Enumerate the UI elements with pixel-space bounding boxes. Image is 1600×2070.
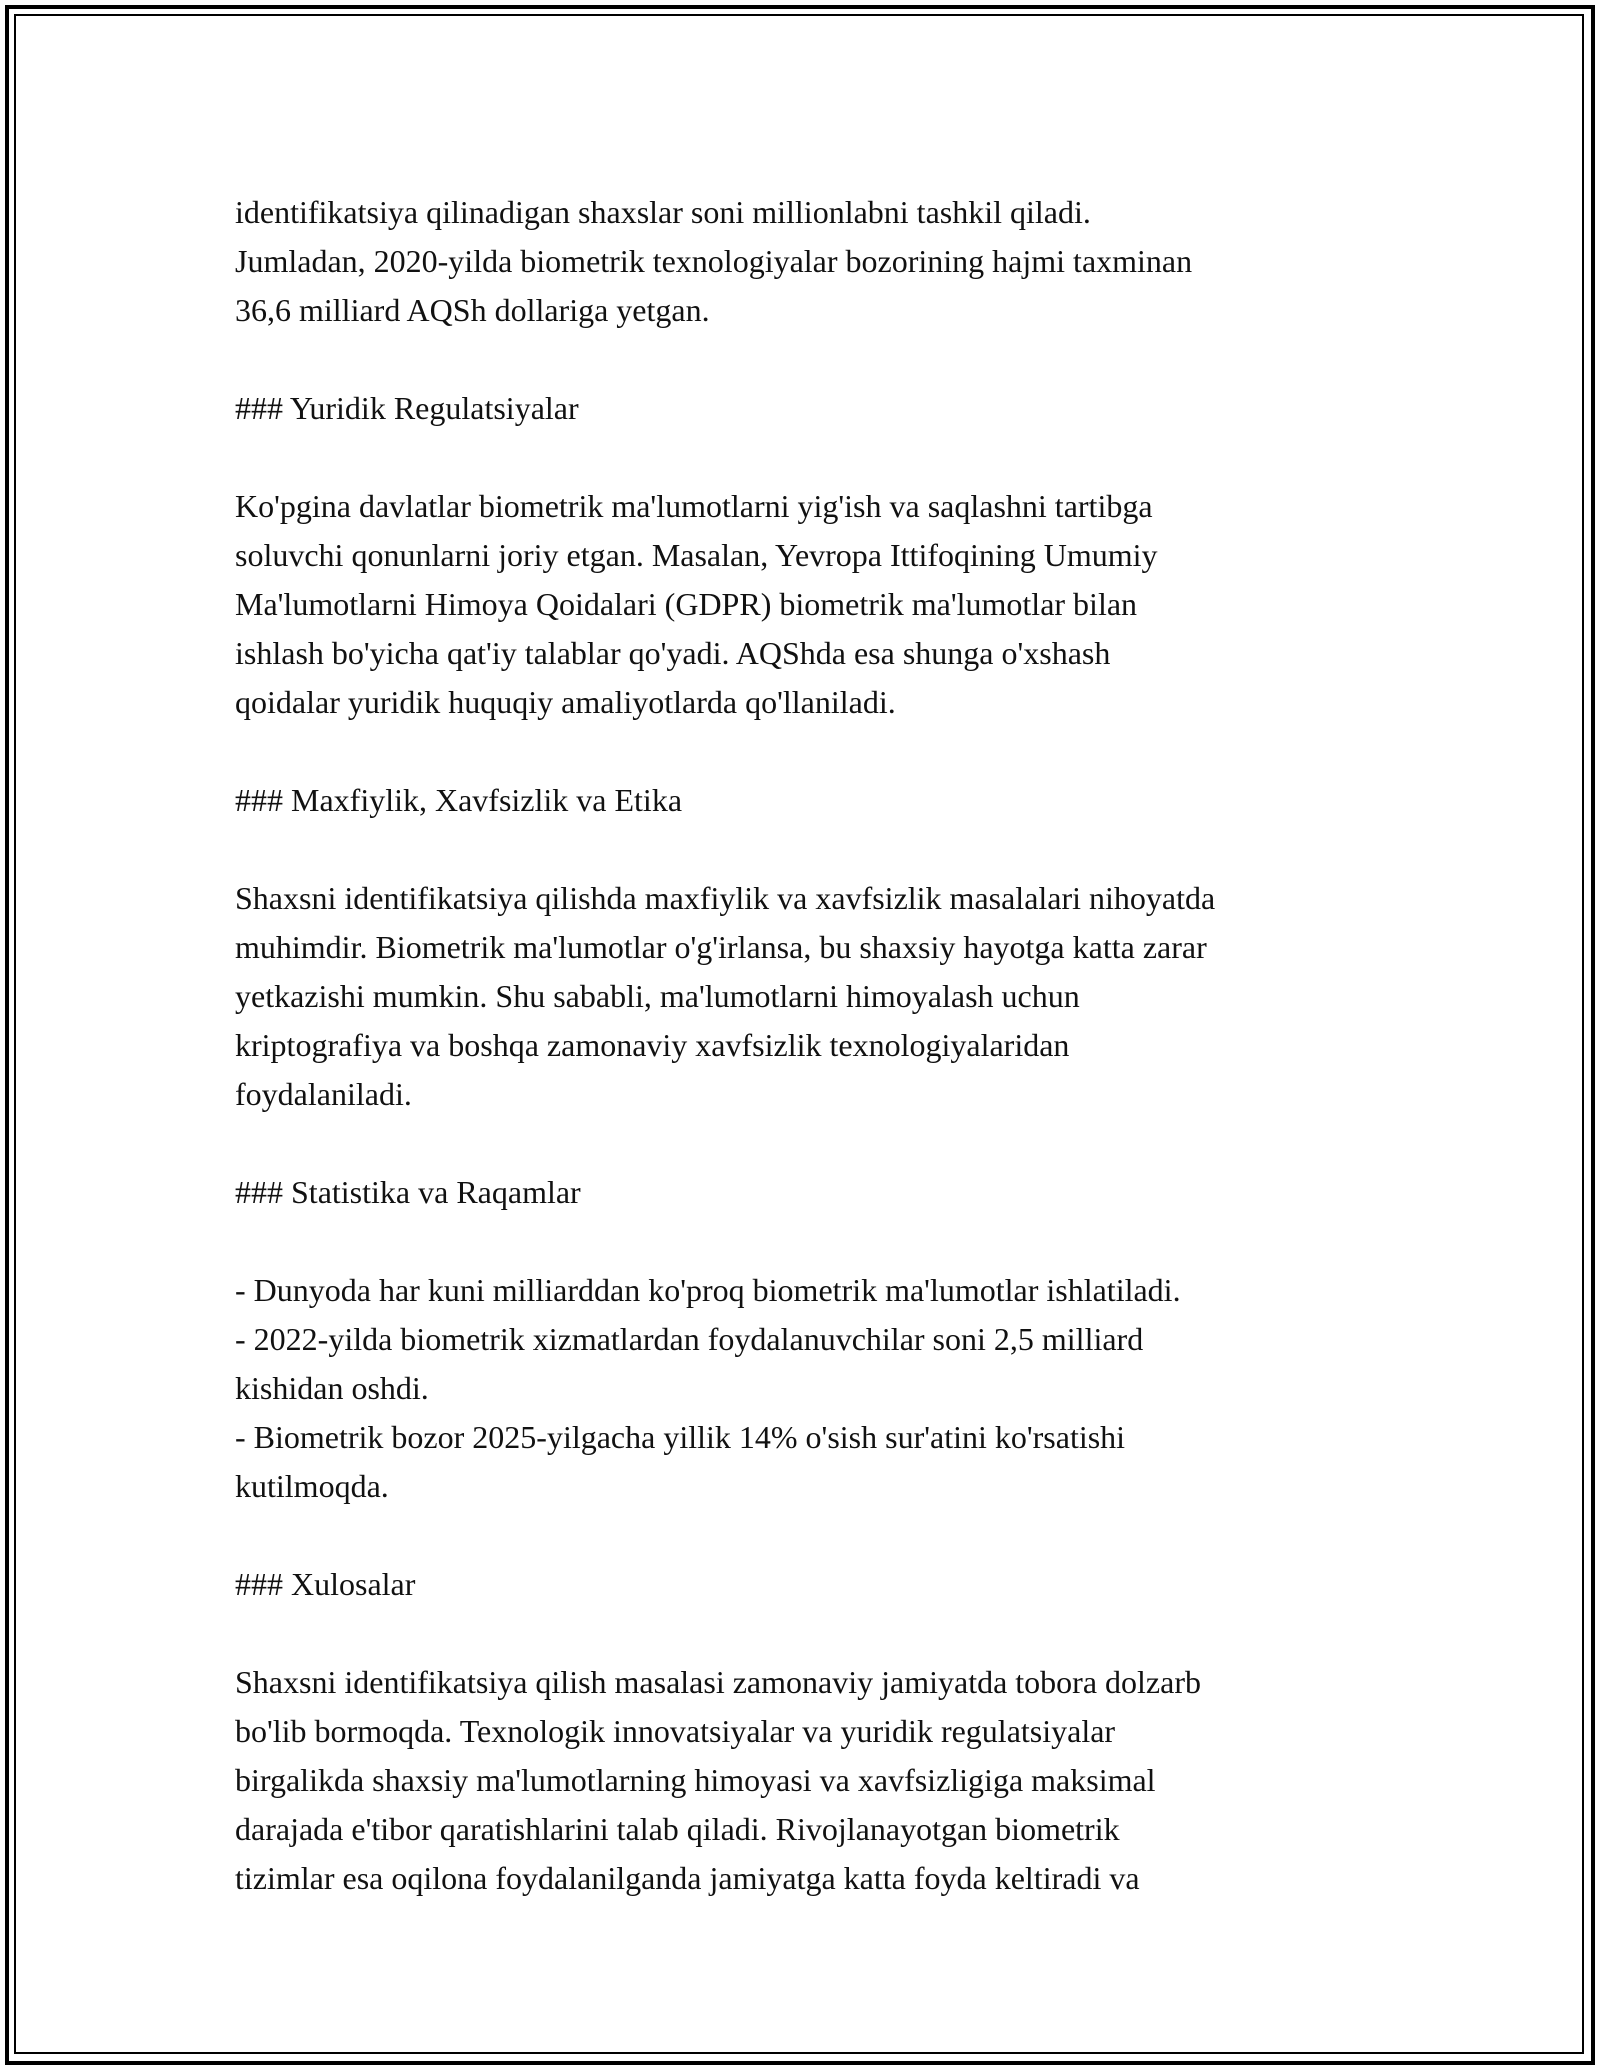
paragraph-line: soluvchi qonunlarni joriy etgan. Masalan, Yevropa Ittifoqining Umumiy — [235, 537, 1158, 573]
intro-paragraph — [235, 188, 1385, 335]
heading-text: ### Xulosalar — [235, 1566, 416, 1602]
list-item-continuation: kishidan oshdi. — [235, 1370, 429, 1406]
list-item-continuation: kutilmoqda. — [235, 1468, 389, 1504]
list-item: - Dunyoda har kuni milliarddan ko'proq biometrik ma'lumotlar ishlatiladi. — [235, 1272, 1181, 1308]
section-heading-maxfiylik — [235, 776, 1385, 825]
paragraph-line: ishlash bo'yicha qat'iy talablar qo'yadi. AQShda esa shunga o'xshash — [235, 635, 1111, 671]
document-body — [235, 188, 1385, 1903]
paragraph-line: foydalaniladi. — [235, 1076, 412, 1112]
section-heading-xulosalar — [235, 1560, 1385, 1609]
paragraph-line: bo'lib bormoqda. Texnologik innovatsiyalar va yuridik regulatsiyalar — [235, 1713, 1116, 1749]
paragraph-line: muhimdir. Biometrik ma'lumotlar o'g'irlansa, bu shaxsiy hayotga katta zarar — [235, 929, 1207, 965]
list-item: - Biometrik bozor 2025-yilgacha yillik 14% o'sish sur'atini ko'rsatishi — [235, 1419, 1126, 1455]
paragraph-line: yetkazishi mumkin. Shu sababli, ma'lumotlarni himoyalash uchun — [235, 978, 1080, 1014]
paragraph-line: Shaxsni identifikatsiya qilish masalasi zamonaviy jamiyatda tobora dolzarb — [235, 1664, 1201, 1700]
section-list-statistika — [235, 1266, 1385, 1511]
paragraph-line: 36,6 milliard AQSh dollariga yetgan. — [235, 292, 710, 328]
paragraph-line: Ma'lumotlarni Himoya Qoidalari (GDPR) biometrik ma'lumotlar bilan — [235, 586, 1138, 622]
heading-text: ### Yuridik Regulatsiyalar — [235, 390, 579, 426]
section-paragraph-xulosalar — [235, 1658, 1385, 1903]
paragraph-line: birgalikda shaxsiy ma'lumotlarning himoyasi va xavfsizligiga maksimal — [235, 1762, 1156, 1798]
paragraph-line: kriptografiya va boshqa zamonaviy xavfsizlik texnologiyalaridan — [235, 1027, 1070, 1063]
list-item: - 2022-yilda biometrik xizmatlardan foydalanuvchilar soni 2,5 milliard — [235, 1321, 1144, 1357]
heading-text: ### Maxfiylik, Xavfsizlik va Etika — [235, 782, 683, 818]
section-heading-statistika — [235, 1168, 1385, 1217]
paragraph-line: darajada e'tibor qaratishlarini talab qiladi. Rivojlanayotgan biometrik — [235, 1811, 1120, 1847]
paragraph-line: Shaxsni identifikatsiya qilishda maxfiylik va xavfsizlik masalalari nihoyatda — [235, 880, 1216, 916]
section-heading-yuridik — [235, 384, 1385, 433]
paragraph-line: qoidalar yuridik huquqiy amaliyotlarda qo'llaniladi. — [235, 684, 896, 720]
paragraph-line: identifikatsiya qilinadigan shaxslar soni millionlabni tashkil qiladi. — [235, 194, 1091, 230]
paragraph-line: tizimlar esa oqilona foydalanilganda jamiyatga katta foyda keltiradi va — [235, 1860, 1140, 1896]
paragraph-line: Ko'pgina davlatlar biometrik ma'lumotlarni yig'ish va saqlashni tartibga — [235, 488, 1153, 524]
section-paragraph-maxfiylik — [235, 874, 1385, 1119]
section-paragraph-yuridik — [235, 482, 1385, 727]
paragraph-line: Jumladan, 2020-yilda biometrik texnologiyalar bozorining hajmi taxminan — [235, 243, 1193, 279]
heading-text: ### Statistika va Raqamlar — [235, 1174, 581, 1210]
